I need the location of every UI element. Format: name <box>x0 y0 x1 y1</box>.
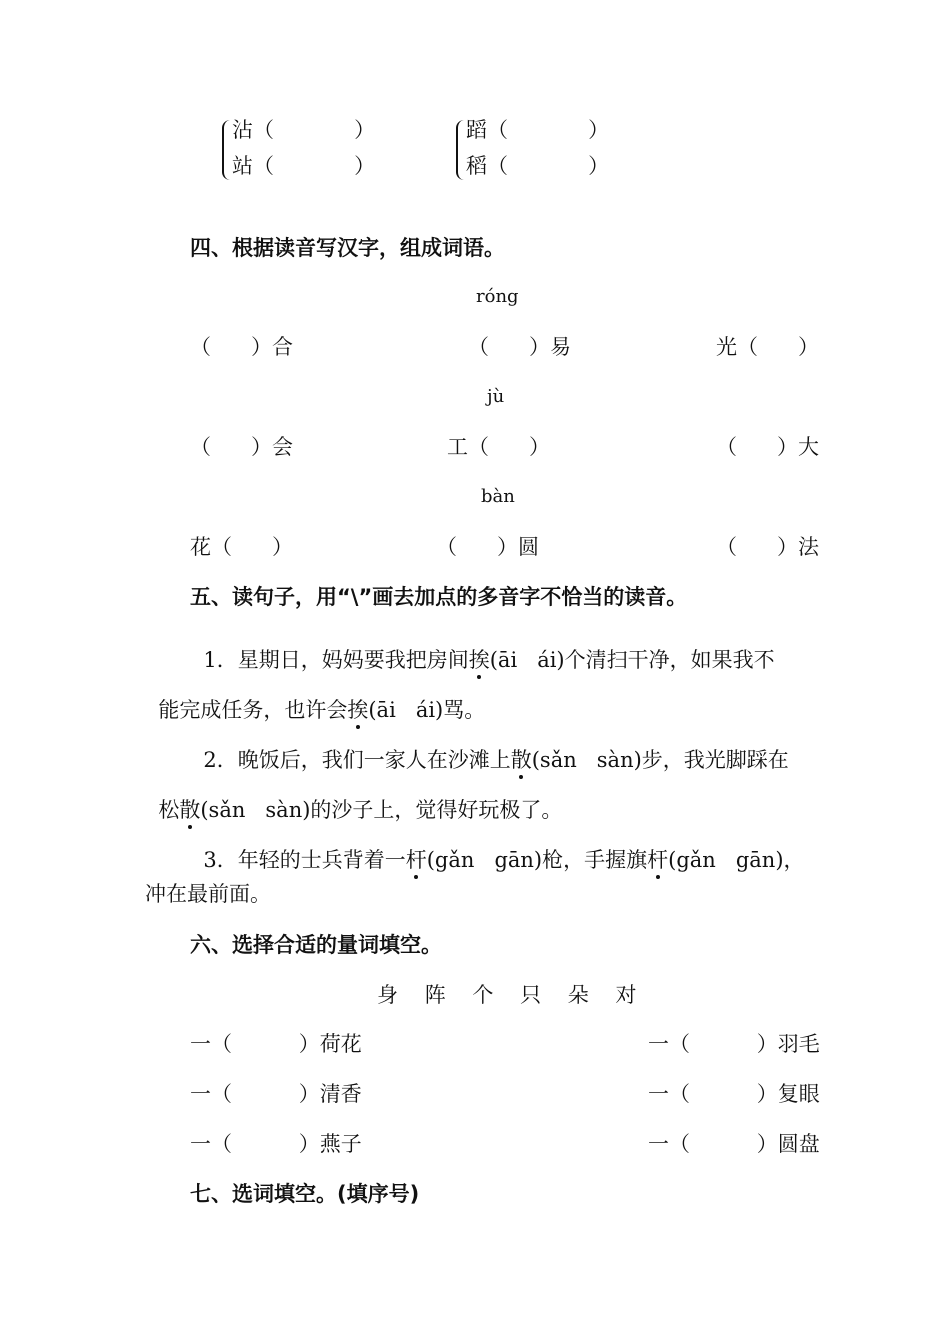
dotted-char: 散 <box>179 798 201 822</box>
dotted-char: 杆 <box>647 848 669 872</box>
word-blank-8: （ ）圆 <box>436 535 540 559</box>
text: (āi ái)个清扫干净，如果我不 <box>489 648 775 672</box>
brace-left <box>222 120 231 180</box>
text: (sǎn sàn)步，我光脚踩在 <box>531 748 789 772</box>
text: (gǎn gān)， <box>668 848 805 872</box>
word-bank: 身 阵 个 只 朵 对 <box>377 983 637 1007</box>
word-blank-6: （ ）大 <box>716 435 820 459</box>
section5-heading: 五、读句子，用“\”画去加点的多音字不恰当的读音。 <box>190 585 688 609</box>
word-blank-3: 光（ ） <box>716 335 820 359</box>
word-blank-7: 花（ ） <box>190 535 294 559</box>
sentence-1-line-1 <box>190 629 775 671</box>
measure-right-1: 一（ ）羽毛 <box>648 1032 820 1056</box>
word-blank-2: （ ）易 <box>468 335 572 359</box>
word-blank-9: （ ）法 <box>716 535 820 559</box>
text: 3．年轻的士兵背着一 <box>203 848 406 872</box>
word-blank-5: 工（ ） <box>447 435 551 459</box>
section6-heading: 六、选择合适的量词填空。 <box>190 933 442 957</box>
text: 能完成任务，也许会 <box>158 698 348 722</box>
measure-left-3: 一（ ）燕子 <box>190 1132 362 1156</box>
brace-right <box>456 120 465 180</box>
pinyin-ban: bàn <box>481 486 515 507</box>
word-blank-4: （ ）会 <box>190 435 294 459</box>
dotted-char: 杆 <box>405 848 427 872</box>
pair-left-bottom: 站（ ） <box>232 154 376 178</box>
text: 松 <box>158 798 180 822</box>
text: (sǎn sàn)的沙子上，觉得好玩极了。 <box>200 798 563 822</box>
measure-right-3: 一（ ）圆盘 <box>648 1132 820 1156</box>
text: (gǎn gān)枪，手握旗 <box>426 848 648 872</box>
section4-heading: 四、根据读音写汉字，组成词语。 <box>190 236 505 260</box>
pinyin-rong: róng <box>476 286 519 307</box>
pair-right-top: 蹈（ ） <box>466 118 610 142</box>
dotted-char: 挨 <box>347 698 369 722</box>
measure-left-2: 一（ ）清香 <box>190 1082 362 1106</box>
sentence-1-line-2 <box>145 679 485 721</box>
dotted-char: 挨 <box>468 648 490 672</box>
measure-left-1: 一（ ）荷花 <box>190 1032 362 1056</box>
sentence-2-line-1 <box>190 729 789 771</box>
text: (āi ái)骂。 <box>368 698 486 722</box>
section7-heading: 七、选词填空。(填序号) <box>190 1182 420 1206</box>
text: 1．星期日，妈妈要我把房间 <box>203 648 469 672</box>
sentence-3-line-1 <box>190 829 805 871</box>
text: 2．晚饭后，我们一家人在沙滩上 <box>203 748 511 772</box>
sentence-2-line-2 <box>145 779 562 821</box>
dotted-char: 散 <box>510 748 532 772</box>
sentence-3-line-2: 冲在最前面。 <box>145 882 271 906</box>
pinyin-ju: jù <box>487 386 505 407</box>
pair-right-bottom: 稻（ ） <box>466 154 610 178</box>
pair-left-top: 沾（ ） <box>232 118 376 142</box>
word-blank-1: （ ）合 <box>190 335 294 359</box>
measure-right-2: 一（ ）复眼 <box>648 1082 820 1106</box>
